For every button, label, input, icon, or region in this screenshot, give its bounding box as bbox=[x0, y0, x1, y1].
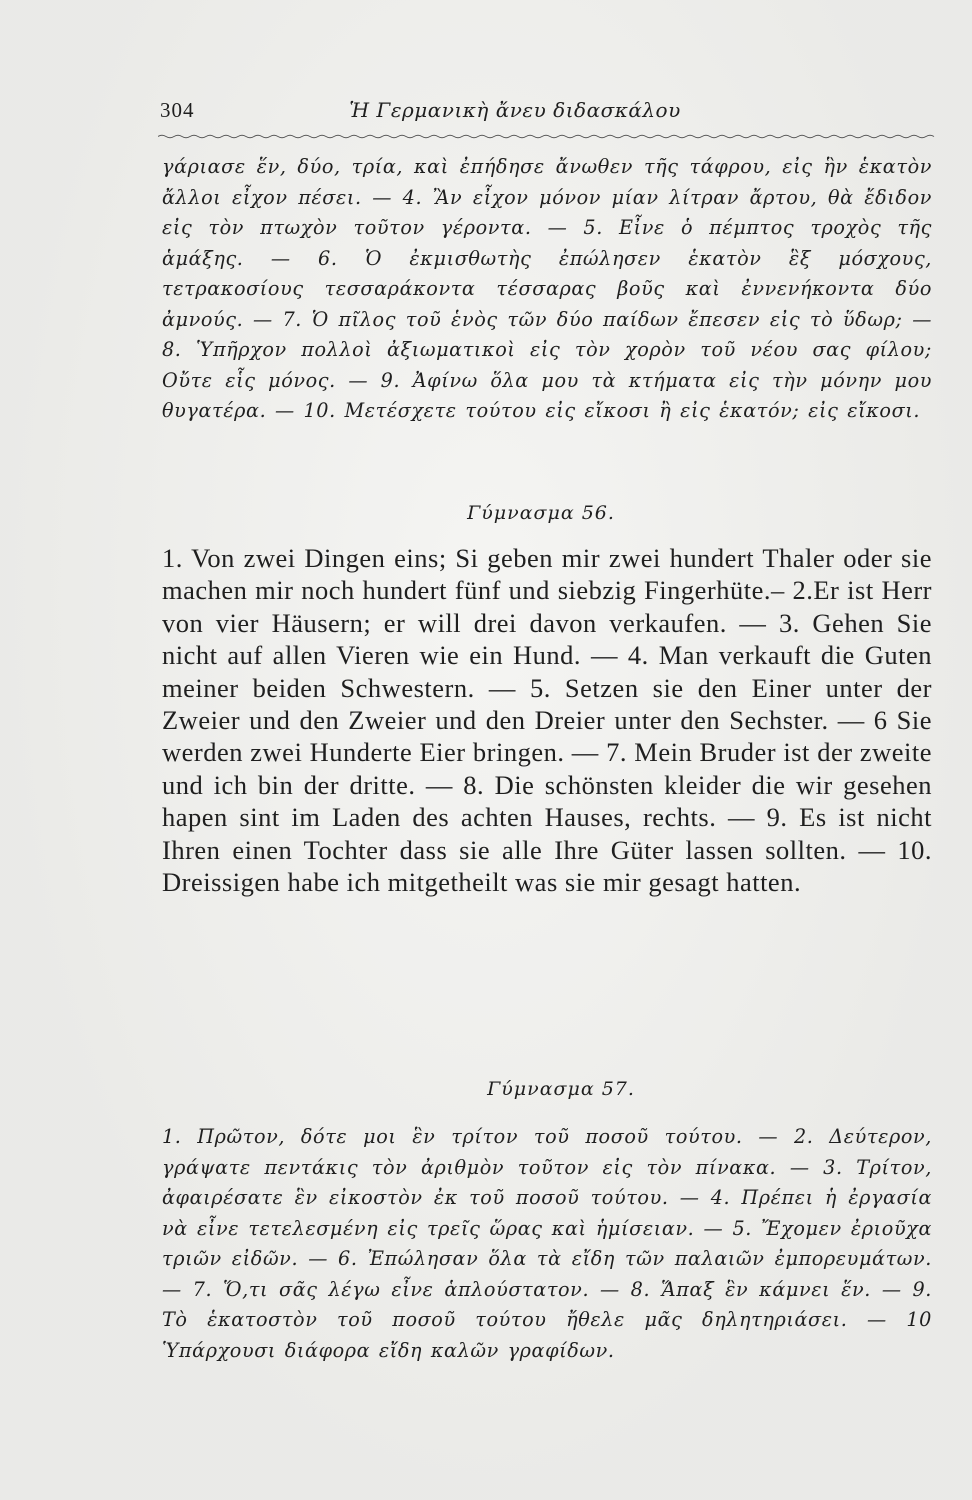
exercise-56-text: 1. Von zwei Dingen eins; Si geben mir zwei hundert Thaler oder sie machen mir noch hundert fünf und siebzig Fingerhüte.– 2.Er ist Herr von vier Häusern; er will drei davon verkaufen. — 3. Gehen Sie nicht auf allen Vieren wie ein Hund. — 4. Man verkauft die Guten meiner beiden Schwestern. — 5. Setzen sie den Einer unter der Zweier und den Zweier und den Dreier unter den Sechster. — 6 Sie werden zwei Hunderte Eier bringen. — 7. Mein Bruder ist der zweite und ich bin der dritte. — 8. Die schönsten kleider die wir gesehen hapen sint im Laden des achten Hauses, rechts. — 9. Es ist nicht Ihren einen Tochter dass sie alle Ihre Güter lassen sollten. — 10. Dreissigen habe ich mitgetheilt was sie mir gesagt hatten. bbox=[162, 543, 932, 898]
running-title: Ἡ Γερμανικὴ ἄνευ διδασκάλου bbox=[349, 98, 681, 122]
exercise-56-body bbox=[162, 542, 932, 898]
page-number: 304 bbox=[160, 98, 195, 122]
exercise-56-heading: Γύμνασμα 56. bbox=[467, 502, 615, 524]
exercise-57-heading: Γύμνασμα 57. bbox=[487, 1078, 635, 1100]
exercise-57-text: 1. Πρῶτον, δότε μοι ἓν τρίτον τοῦ ποσοῦ τούτου. — 2. Δεύτερον, γράψατε πεντάκις τὸν ἀριθμὸν τοῦτον εἰς τὸν πίνακα. — 3. Τρίτον, ἀφαιρέσατε ἓν εἰκοστὸν ἐκ τοῦ ποσοῦ τούτου. — 4. Πρέπει ἡ ἐργασία νὰ εἶνε τετελεσμένη εἰς τρεῖς ὥρας καὶ ἡμίσειαν. — 5. Ἔχομεν ἐριοῦχα τριῶν εἰδῶν. — 6. Ἐπώλησαν ὅλα τὰ εἴδη τῶν παλαιῶν ἐμπορευμάτων. — 7. Ὅ,τι σᾶς λέγω εἶνε ἁπλούστατον. — 8. Ἅπαξ ἓν κάμνει ἕν. — 9. Τὸ ἑκατοστὸν τοῦ ποσοῦ τούτου ἤθελε μᾶς δηλητηριάσει. — 10 Ὑπάρχουσι διάφορα εἴδη καλῶν γραφίδων. bbox=[162, 1125, 932, 1362]
wavy-rule-icon bbox=[158, 134, 936, 139]
greek-paragraph-1 bbox=[162, 152, 932, 427]
greek-paragraph-1-text: γάριασε ἕν, δύο, τρία, καὶ ἐπήδησε ἄνωθεν τῆς τάφρου, εἰς ἣν ἑκατὸν ἄλλοι εἶχον πέσει. — 4. Ἂν εἶχον μόνον μίαν λίτραν ἄρτου, θὰ ἔδιδον εἰς τὸν πτωχὸν τοῦτον γέροντα. — 5. Εἶνε ὁ πέμπτος τροχὸς τῆς ἁμάξης. — 6. Ὁ ἐκμισθωτὴς ἐπώλησεν ἑκατὸν ἓξ μόσχους, τετρακοσίους τεσσαράκοντα τέσσαρας βοῦς καὶ ἐννενήκοντα δύο ἀμνούς. — 7. Ὁ πῖλος τοῦ ἑνὸς τῶν δύο παίδων ἔπεσεν εἰς τὸ ὕδωρ; — 8. Ὑπῆρχον πολλοὶ ἀξιωματικοὶ εἰς τὸν χορὸν τοῦ νέου σας φίλου; Οὔτε εἷς μόνος. — 9. Ἀφίνω ὅλα μου τὰ κτήματα εἰς τὴν μόνην μου θυγατέρα. — 10. Μετέσχετε τούτου εἰς εἴκοσι ἢ εἰς ἑκατόν; εἰς εἴκοσι. bbox=[162, 155, 932, 422]
header-rule bbox=[158, 134, 936, 139]
exercise-57-body bbox=[162, 1122, 932, 1366]
page-header bbox=[160, 96, 930, 130]
